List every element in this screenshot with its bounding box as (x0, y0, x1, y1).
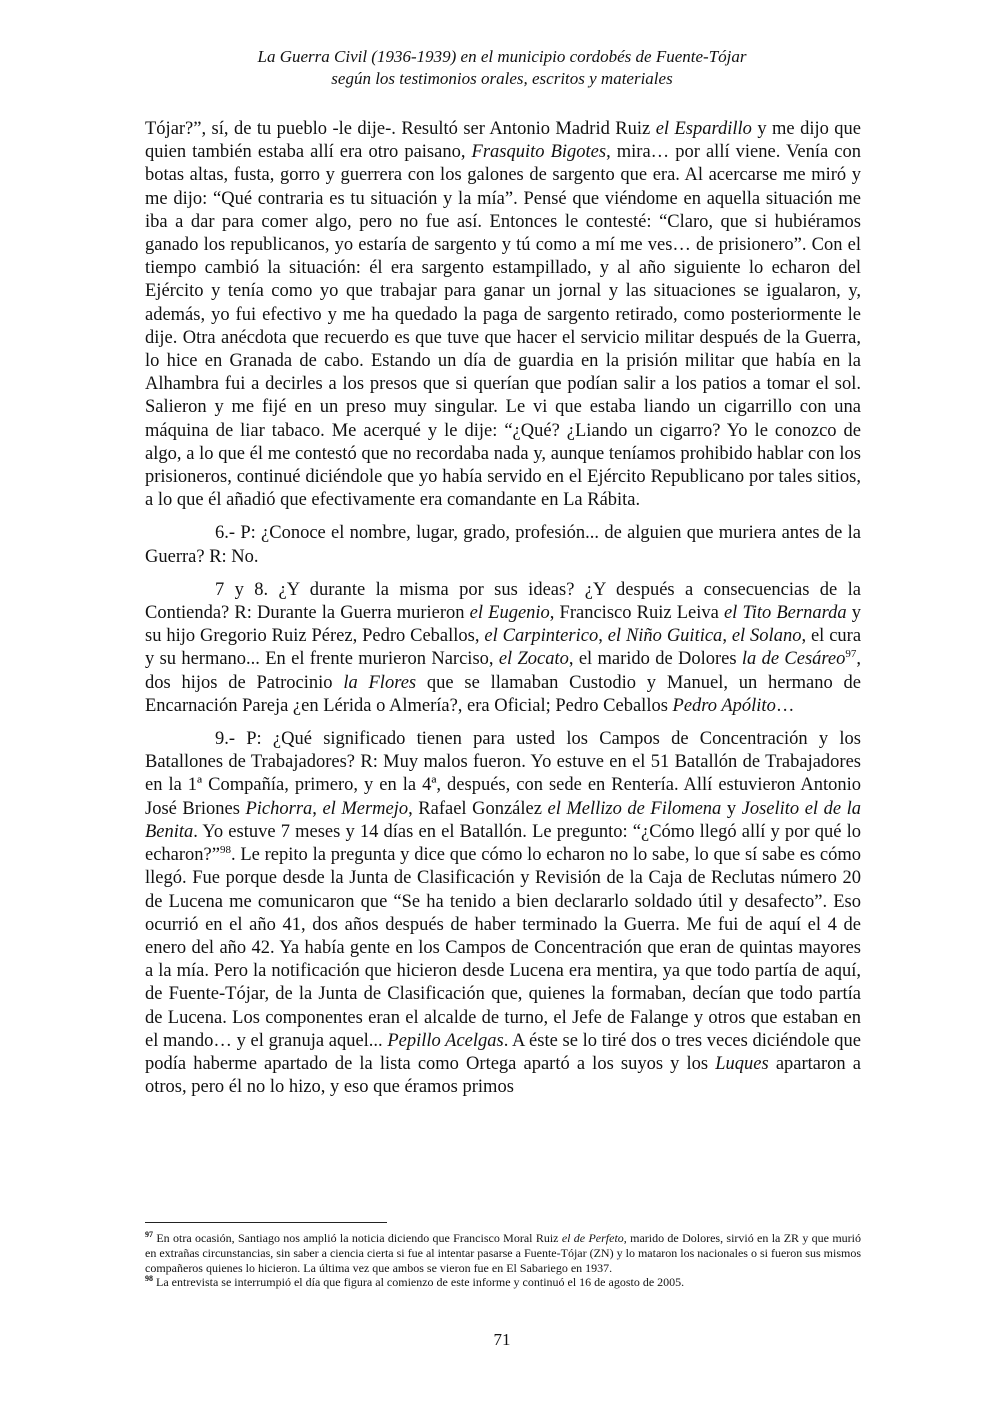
text-run: , el cura y su hermano... En el frente murieron Narciso, (145, 626, 862, 670)
italic-text: el Mellizo de Filomena (547, 798, 722, 819)
text-run: que se llamaban Custodio y Manuel, un hermano de Encarnación Pareja ¿en Lérida o Almería?, era Oficial; Pedro Ceballos (145, 672, 861, 716)
text-run: , (598, 626, 608, 647)
footnote-marker: 97 (845, 648, 857, 661)
text-run: , marido de Dolores, sirvió en la ZR y que murió en extrañas circunstancias, sin saber a ciencia cierta si fue al intentar pasarse a Fuente-Tójar (ZN) y lo mataron los nacionales o si fueron sus mismos compañeros quienes lo hicieron. La última vez que ambos se vieron fue en El Sabariego en 1937. (145, 1231, 861, 1275)
text-run: , Rafael González (408, 798, 548, 819)
italic-text: el Solano (731, 626, 802, 647)
text-run: 7 y 8. ¿Y durante la misma por sus ideas? ¿Y después a consecuencias de la Contienda? R: Durante la Guerra murieron (145, 579, 861, 624)
italic-text: Pepillo Acelgas (387, 1030, 504, 1051)
text-run: La entrevista se interrumpió el día que figura al comienzo de este informe y continuó el 16 de agosto de 2005. (153, 1275, 685, 1290)
italic-text: Luques (715, 1053, 769, 1074)
text-run: . Yo estuve 7 meses y 14 días en el Batallón. Le pregunto: “¿Cómo llegó allí y por qué lo echaron?” (145, 821, 861, 866)
text-run: Tójar?”, sí, de tu pueblo -le dije-. Resultó ser Antonio Madrid Ruiz (145, 119, 656, 139)
italic-text: el de Perfeto (561, 1231, 624, 1245)
footnote-marker: 98 (145, 1274, 153, 1284)
italic-text: Pedro Apólito (672, 695, 776, 716)
text-run: , Francisco Ruiz Leiva (549, 603, 724, 624)
body-text (145, 118, 861, 1109)
text-run: y su hijo Gregorio Ruiz Pérez, Pedro Ceballos, (145, 603, 861, 647)
italic-text: la Flores (343, 672, 417, 693)
text-run: apartaron a otros, pero él no lo hizo, y eso que éramos primos (145, 1053, 861, 1098)
text-run: , dos hijos de Patrocinio (145, 649, 861, 693)
footnote-separator (145, 1222, 387, 1223)
footnote-marker: 97 (145, 1230, 153, 1239)
header-title-line2: según los testimonios orales, escritos y materiales (331, 69, 673, 88)
text-run: , mira… por allí viene. Venía con botas altas, fusta, gorro y guerrera con los galones de sargento que era. Al acercarse me miró y me dijo: “Qué contraria es tu situación y la mía”. Pensé que viéndome en aquella situación me iba a dar para comer algo, pero no fue así. Entonces le contesté: “Claro, que si hubiéramos ganado los republicanos, yo estaría de sargento y tú como a mí me ves… de prisionero”. Con el tiempo cambió la situación: él era sargento estampillado, y al año siguiente lo echaron del Ejército y tenía como yo que trabajar para ganar un jornal y las situaciones se igualaron, y, además, yo fui efectivo y me ha quedado la paga de sargento retirado, como posteriormente le dije. Otra anécdota que recuerdo es que tuve que hacer el servicio militar después de la Guerra, lo hice en Granada de cabo. Estando un día de guardia en la prisión militar que había en la Alhambra fui a decirles a los presos que si querían que podían salir a los patios a tomar el sol. Salieron y me fijé en un preso muy singular. Le vi que estaba liando un cigarrillo con una máquina de liar tabaco. Me acerqué y le dije: “¿Qué? ¿Liando un cigarro? Yo le conozco de algo, a lo que él me contestó que no recordaba nada y, aunque teníamos prohibido hablar con los prisioneros, continué diciéndole que yo había servido en el Ejército Republicano por tales sitios, a lo que él añadió que efectivamente era comandante en La Rábita. (145, 142, 861, 511)
text-run: y (721, 798, 742, 819)
footnote-marker: 98 (219, 843, 231, 856)
italic-text: el Espardillo (655, 119, 752, 139)
paragraph (145, 522, 861, 568)
page-number: 71 (493, 1330, 511, 1349)
text-run: , (722, 626, 732, 647)
italic-text: el Niño Guitica (607, 626, 723, 647)
paragraph (145, 579, 861, 718)
text-run: En otra ocasión, Santiago nos amplió la noticia diciendo que Francisco Moral Ruiz (153, 1231, 562, 1245)
text-run: … (775, 695, 795, 716)
italic-text: Joselito el de la Benita (145, 798, 861, 842)
text-run: , (312, 798, 323, 819)
text-run: . Le repito la pregunta y dice que cómo lo echaron no lo sabe, lo que sí sabe es cómo llegó. Fue porque desde la Junta de Clasificación y Revisión de la Caja de Reclutas número 20 de Lucena me comunicaron que “Se ha tenido a bien declararlo soldado útil y desafecto”. Eso ocurrió en el año 41, dos años después de haber terminado la Guerra. Me fui de aquí el 4 de enero del año 42. Ya había gente en los Campos de Concentración que eran de quintas mayores a la mía. Pero la notificación que hicieron desde Lucena era mentira, ya que todo partía de aquí, de Fuente-Tójar, de la Junta de Clasificación que, quienes la formaban, decían que todo partía de Lucena. Los componentes eran el alcalde de turno, el Jefe de Falange y otros que estaban en el mando… y el granuja aquel... (145, 845, 861, 1051)
paragraph (145, 728, 861, 1099)
italic-text: el Carpinterico (484, 626, 599, 647)
italic-text: la de Cesáreo (741, 649, 846, 670)
footnote (145, 1275, 861, 1290)
italic-text: el Zocato (498, 649, 569, 670)
italic-text: Pichorra (245, 798, 313, 819)
text-run: 6.- P: ¿Conoce el nombre, lugar, grado, profesión... de alguien que muriera antes de la Guerra? R: No. (145, 523, 861, 567)
text-run: . A éste se lo tiré dos o tres veces diciéndole que podía haberme apartado de la lista como Ortega apartó a los suyos y los (145, 1030, 861, 1074)
italic-text: el Eugenio (469, 603, 550, 624)
text-run: y me dijo que quien también estaba allí era otro paisano, (145, 119, 862, 163)
italic-text: el Tito Bernarda (723, 603, 847, 624)
footnotes (145, 1231, 861, 1290)
italic-text: Frasquito Bigotes (471, 142, 607, 163)
text-run: 9.- P: ¿Qué significado tienen para usted los Campos de Concentración y los Batallones de Trabajadores? R: Muy malos fueron. Yo estuve en el 51 Batallón de Trabajadores en la 1ª Compañía, primero, y en la 4ª, después, con sede en Rentería. Allí estuvieron Antonio José Briones (145, 729, 861, 819)
running-header (0, 46, 1004, 90)
header-title-line1: La Guerra Civil (1936-1939) en el municipio cordobés de Fuente-Tójar (257, 47, 747, 66)
paragraph (145, 118, 861, 512)
italic-text: el Mermejo (322, 798, 409, 819)
footnote (145, 1231, 861, 1275)
text-run: , el marido de Dolores (568, 649, 742, 670)
